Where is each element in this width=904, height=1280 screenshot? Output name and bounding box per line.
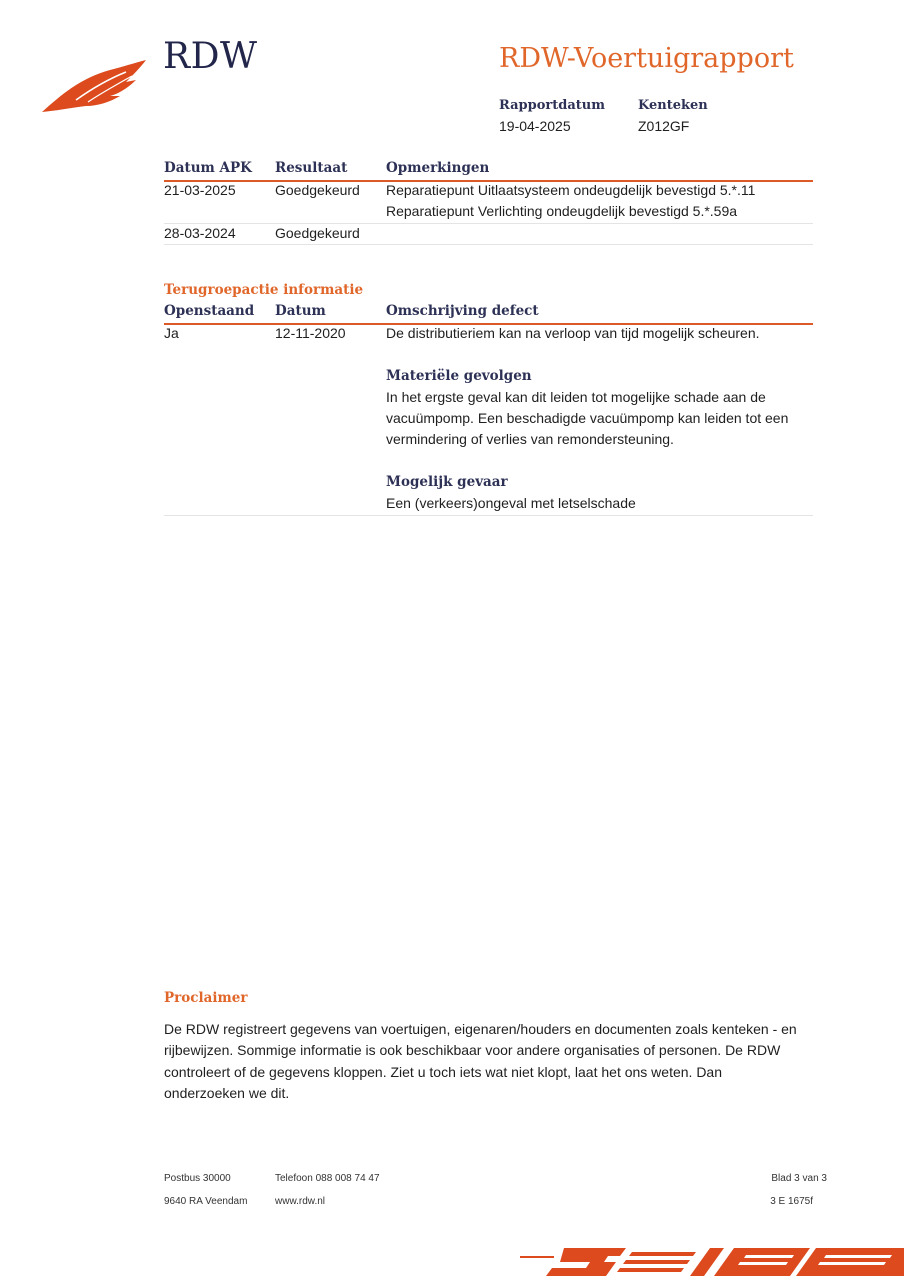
row-divider: [164, 244, 813, 245]
recall-date-value: 12-11-2020: [275, 325, 346, 341]
row-divider: [164, 515, 813, 516]
report-date-label: Rapportdatum: [499, 98, 605, 113]
apk-row-1-result: Goedgekeurd: [275, 182, 360, 198]
plate-value: Z012GF: [638, 118, 690, 134]
recall-col-defect: Omschrijving defect: [386, 303, 539, 319]
apk-row-1-remark-2: Reparatiepunt Verlichting ondeugdelijk bevestigd 5.*.59a: [386, 203, 738, 219]
danger-heading: Mogelijk gevaar: [386, 474, 508, 490]
consequences-line-1: In het ergste geval kan dit leiden tot mogelijke schade aan de: [386, 389, 766, 405]
apk-row-1-remark-1: Reparatiepunt Uitlaatsysteem ondeugdelijk bevestigd 5.*.11: [386, 182, 756, 198]
apk-col-remarks: Opmerkingen: [386, 160, 490, 176]
plate-label: Kenteken: [638, 98, 708, 113]
recall-table: [164, 303, 813, 518]
recall-heading: Terugroepactie informatie: [164, 282, 364, 298]
proclaimer-heading: Proclaimer: [164, 990, 248, 1006]
apk-row-2-result: Goedgekeurd: [275, 225, 360, 241]
consequences-line-3: vermindering of verlies van remondersteuning.: [386, 431, 674, 447]
recall-col-date: Datum: [275, 303, 326, 319]
recall-open-value: Ja: [164, 325, 179, 341]
report-title: RDW-Voertuigrapport: [499, 43, 794, 74]
apk-table: [164, 160, 813, 250]
rdw-stripes-decoration-icon: [520, 1244, 904, 1280]
apk-row-2-date: 28-03-2024: [164, 225, 236, 241]
row-divider: [164, 223, 813, 224]
footer-page-number: Blad 3 van 3: [771, 1173, 827, 1184]
rdw-feather-logo-icon: [40, 56, 148, 114]
danger-text: Een (verkeers)ongeval met letselschade: [386, 495, 636, 511]
footer-website[interactable]: www.rdw.nl: [275, 1196, 326, 1207]
proclaimer-text: De RDW registreert gegevens van voertuigen, eigenaren/houders en documenten zoals kenteken - en rijbewijzen. Sommige informatie is ook beschikbaar voor andere organisaties of personen. De RDW controleert of de gegevens kloppen. Ziet u toch iets wat niet klopt, laat het ons weten. Dan onderzoeken we dit.: [164, 1021, 797, 1101]
consequences-heading: Materiële gevolgen: [386, 368, 532, 384]
apk-col-result: Resultaat: [275, 160, 348, 176]
report-date-value: 19-04-2025: [499, 118, 571, 134]
footer-postbox: Postbus 30000: [164, 1173, 231, 1184]
consequences-line-2: vacuümpomp. Een beschadigde vacuümpomp kan leiden tot een: [386, 410, 789, 426]
footer-city: 9640 RA Veendam: [164, 1196, 248, 1207]
recall-defect-text: De distributieriem kan na verloop van tijd mogelijk scheuren.: [386, 325, 760, 341]
apk-row-1-date: 21-03-2025: [164, 182, 236, 198]
apk-col-date: Datum APK: [164, 160, 252, 176]
footer-doc-code: 3 E 1675f: [770, 1196, 813, 1207]
recall-col-open: Openstaand: [164, 303, 255, 319]
footer-phone: Telefoon 088 008 74 47: [275, 1173, 380, 1184]
logo-wordmark: RDW: [163, 36, 258, 77]
